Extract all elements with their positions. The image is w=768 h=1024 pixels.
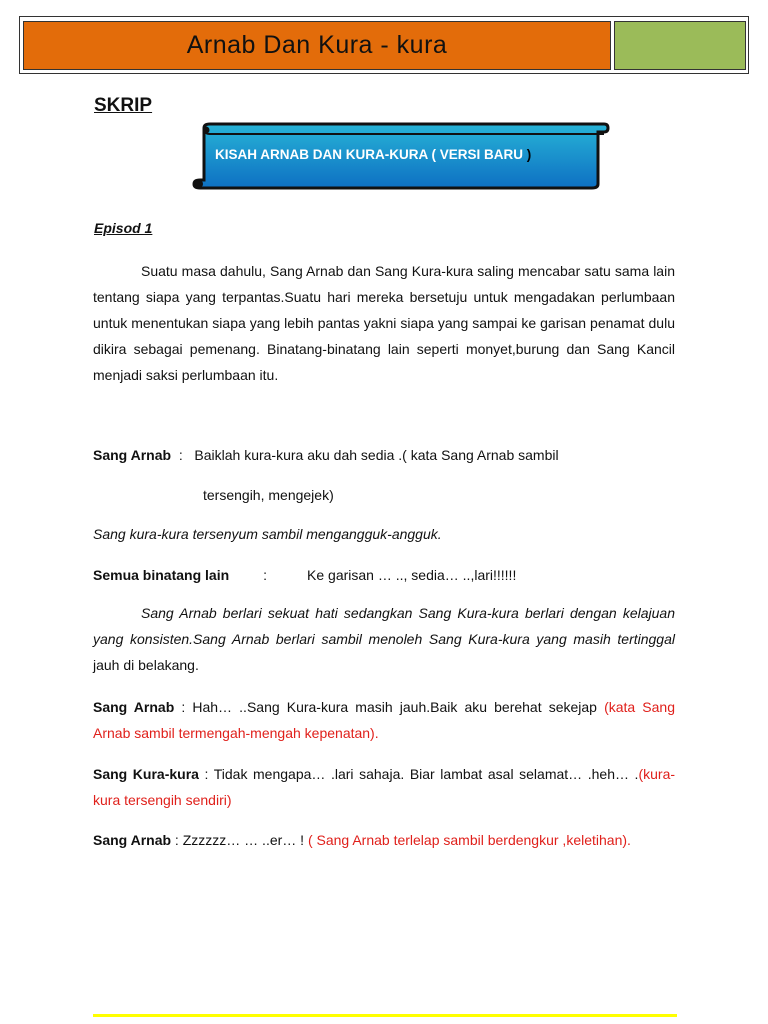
section-title: SKRIP [94,95,153,116]
header-accent-block [614,21,746,70]
dialog-5: Sang Arnab : Zzzzzz… … ..er… ! ( Sang Arnab terlelap sambil berdengkur ,keletihan). [93,832,631,848]
narration-2: Sang Arnab berlari sekuat hati sedangkan Sang Kura-kura berlari dengan kelajuan yang konsisten.Sang Arnab berlari sambil menoleh Sang Kura-kura yang masih tertinggal jauh di belakang. [93,605,675,673]
banner-title: KISAH ARNAB DAN KURA-KURA ( VERSI BARU ) [215,147,532,162]
intro-paragraph: Suatu masa dahulu, Sang Arnab dan Sang Kura-kura saling mencabar satu sama lain tentang siapa yang terpantas.Suatu hari mereka bersetuju untuk mengadakan perlumbaan untuk menentukan siapa yang lebih pantas yakni siapa yang sampai ke garisan penamat dulu dikira sebagai pemenang. Binatang-binatang lain seperti monyet,burung dan Sang Kancil menjadi saksi perlumbaan itu. [93,263,675,383]
dialog-2: Semua binatang lain : Ke garisan … .., sedia… ..,lari!!!!!! [93,567,517,583]
dialog-1-line-1: Sang Arnab : Baiklah kura-kura aku dah sedia .( kata Sang Arnab sambil [93,447,559,463]
dialog-4: Sang Kura-kura : Tidak mengapa… .lari sahaja. Biar lambat asal selamat… .heh… .(kura-kura tersengih sendiri) [93,766,676,808]
page-title: Arnab Dan Kura - kura [186,31,448,59]
footer-divider [93,1014,677,1017]
dialog-1-line-2: tersengih, mengejek) [203,487,334,503]
narration-1: Sang kura-kura tersenyum sambil mengangguk-angguk. [93,526,442,542]
dialog-3: Sang Arnab : Hah… ..Sang Kura-kura masih jauh.Baik aku berehat sekejap (kata Sang Arnab sambil termengah-mengah kepenatan). [93,699,676,741]
episode-heading: Episod 1 [94,220,153,236]
